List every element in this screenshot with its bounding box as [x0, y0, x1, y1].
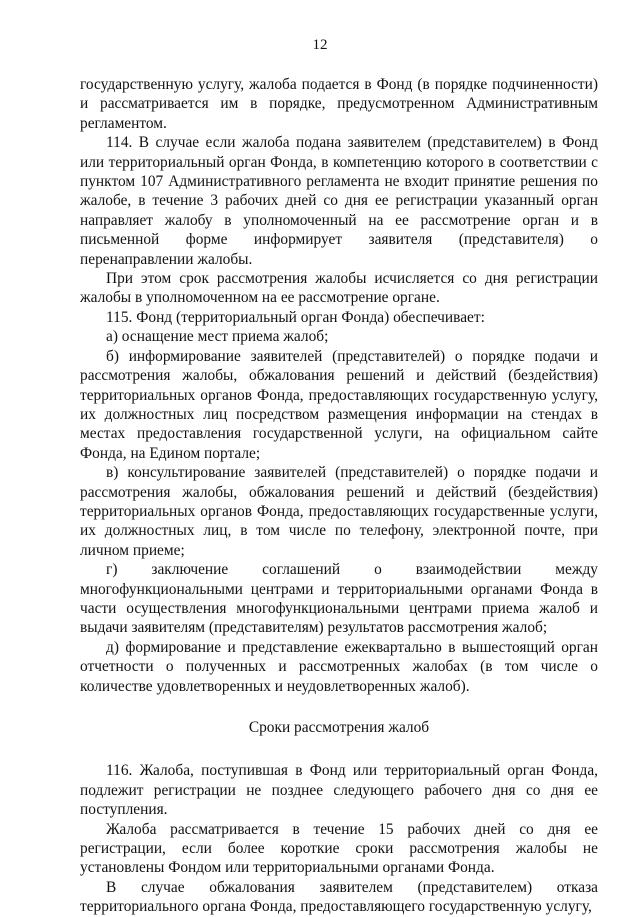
paragraph-continuation: государственную услугу, жалоба подается в Фонд (в порядке подчиненности) и рассматривается им в порядке, предусмотренном Административным регламентом. — [80, 76, 598, 132]
paragraph-116-appeal: В случае обжалования заявителем (представителем) отказа территориального органа Фонда, предоставляющего государственную услугу, — [80, 878, 598, 916]
list-item-v: в) консультирование заявителей (представителей) о порядке подачи и рассмотрения жалобы, обжалования решений и действий (бездействия) территориальных органов Фонда, предоставляющих государственные услуги, их должностных лиц, в том числе по телефону, электронной почте, при личном приеме; — [80, 464, 598, 559]
list-item-g: г) заключение соглашений о взаимодействии между многофункциональными центрами и территориальными органами Фонда в части осуществления многофункциональными центрами приема жалоб и выдачи заявителям (представителям) результатов рассмотрения жалоб; — [80, 561, 598, 637]
paragraph-115: 115. Фонд (территориальный орган Фонда) обеспечивает: — [106, 308, 485, 326]
document-body — [80, 75, 598, 917]
section-heading: Сроки рассмотрения жалоб — [248, 719, 430, 736]
paragraph-114: 114. В случае если жалоба подана заявителем (представителем) в Фонд или территориальный орган Фонда, в компетенцию которого в соответствии с пунктом 107 Административного регламента не входит принятие решения по жалобе, в течение 3 рабочих дней со дня ее регистрации указанный орган направляет жалобу в уполномоченный на ее рассмотрение орган и в письменной форме информирует заявителя (представителя) о перенаправлении жалобы. — [80, 134, 598, 268]
paragraph-116-term: Жалоба рассматривается в течение 15 рабочих дней со дня ее регистрации, если более короткие сроки рассмотрения жалобы не установлены Фондом или территориальными органами Фонда. — [80, 820, 598, 877]
list-item-d: д) формирование и представление ежеквартально в вышестоящий орган отчетности о полученных и рассмотренных жалобах (в том числе о количестве удовлетворенных и неудовлетворенных жалоб). — [80, 638, 598, 695]
list-item-a: а) оснащение мест приема жалоб; — [106, 328, 329, 346]
paragraph-116: 116. Жалоба, поступившая в Фонд или территориальный орган Фонда, подлежит регистрации не позднее следующего рабочего дня со дня ее поступления. — [80, 762, 598, 819]
list-item-b: б) информирование заявителей (представителей) о порядке подачи и рассмотрения жалобы, обжалования решений и действий (бездействия) территориальных органов Фонда, предоставляющих государственную услугу, их должностных лиц посредством размещения информации на стендах в местах предоставления государственной услуги, на официальном сайте Фонда, на Едином портале; — [80, 347, 598, 462]
paragraph-114-note: При этом срок рассмотрения жалобы исчисляется со дня регистрации жалобы в уполномоченном на ее рассмотрение органе. — [80, 270, 598, 307]
page-number: 12 — [312, 37, 328, 53]
